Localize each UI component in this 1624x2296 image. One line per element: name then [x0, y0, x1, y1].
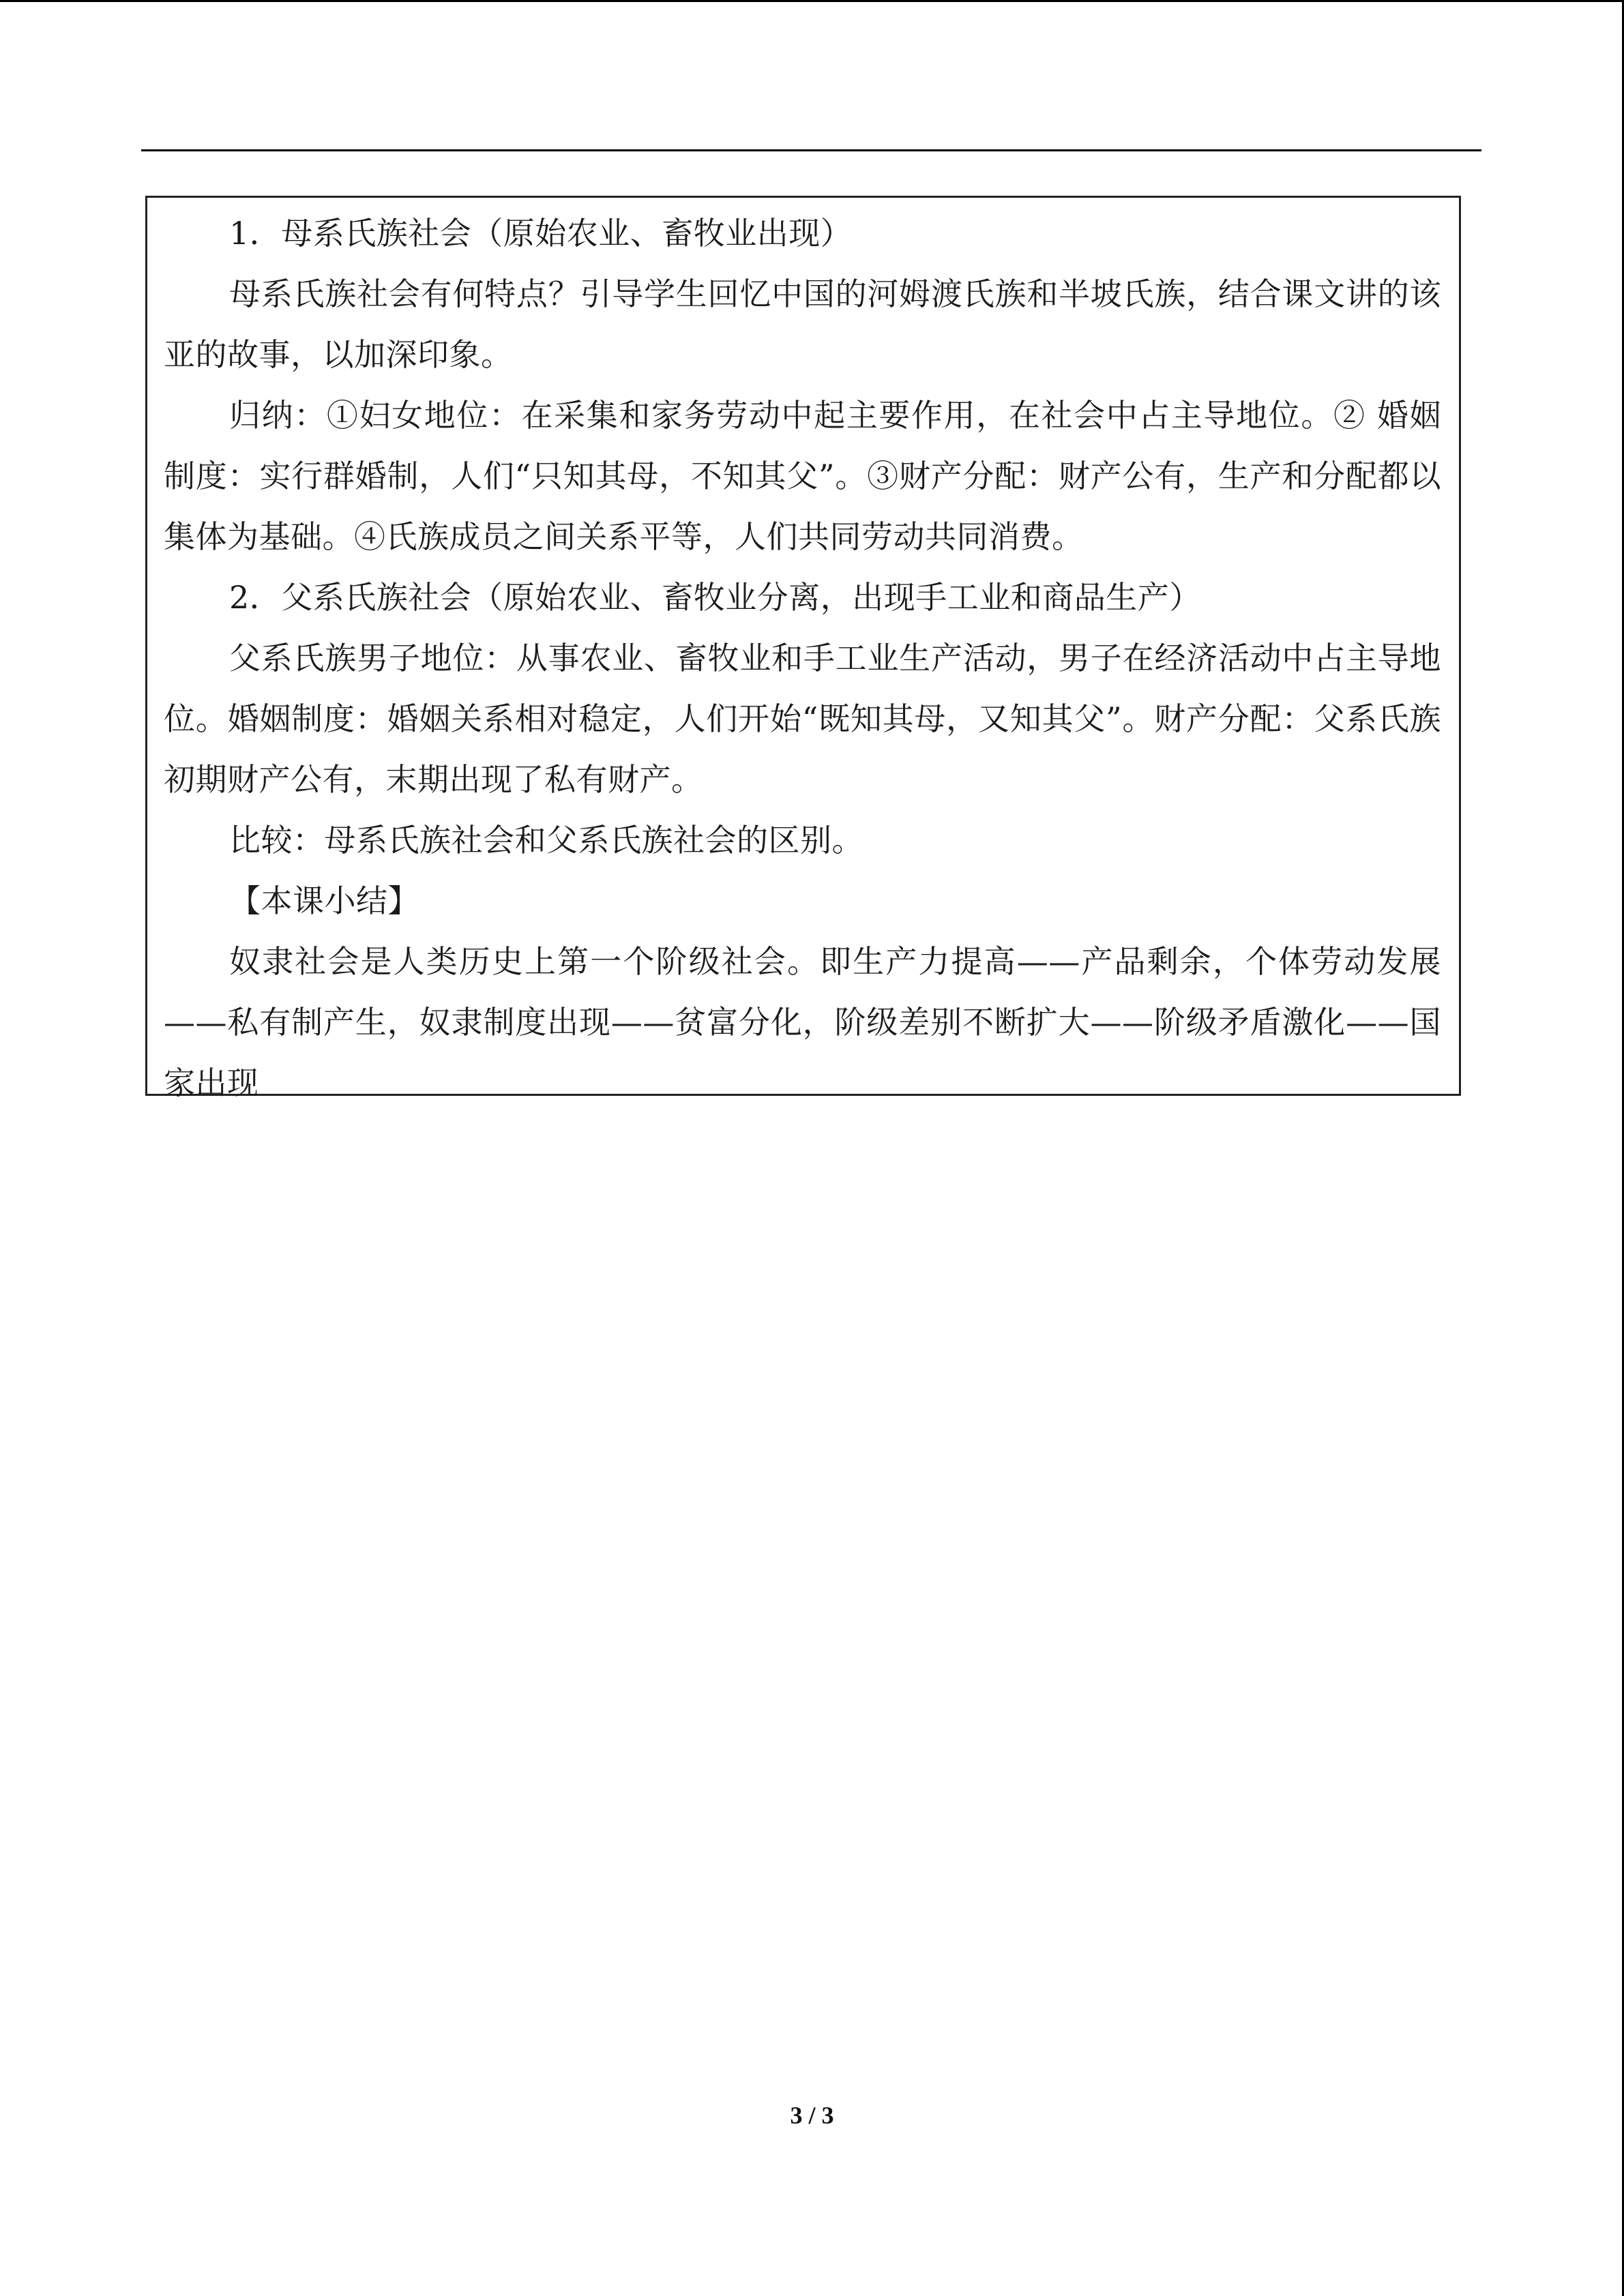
section-heading-patriarchal: 2．父系氏族社会（原始农业、畜牧业分离，出现手工业和商品生产） — [229, 579, 1201, 616]
paragraph-lesson-summary: 奴隶社会是人类历史上第一个阶级社会。即生产力提高——产品剩余，个体劳动发展——私有制产生，奴隶制度出现——贫富分化，阶级差别不断扩大——阶级矛盾激化——国家出现 — [164, 943, 1442, 1101]
paragraph-patriarchal-features: 父系氏族男子地位：从事农业、畜牧业和手工业生产活动，男子在经济活动中占主导地位。婚姻制度：婚姻关系相对稳定，人们开始“既知其母，又知其父”。财产分配：父系氏族初期财产公有，末期出现了私有财产。 — [164, 640, 1441, 798]
page-border-top — [0, 0, 1624, 2]
paragraph-matriarchal-summary: 归纳：①妇女地位：在采集和家务劳动中起主要作用，在社会中占主导地位。② 婚姻制度：实行群婚制，人们“只知其母，不知其父”。③财产分配：财产公有，生产和分配都以集体为基础。④氏族成员之间关系平等，人们共同劳动共同消费。 — [164, 397, 1441, 555]
section-heading-matriarchal: 1．母系氏族社会（原始农业、畜牧业出现） — [229, 215, 853, 252]
header-rule — [141, 149, 1481, 151]
paragraph-matriarchal-question: 母系氏族社会有何特点？引导学生回忆中国的河姆渡氏族和半坡氏族，结合课文讲的该亚的故事，以加深印象。 — [164, 275, 1441, 373]
page-number: 3 / 3 — [790, 2102, 834, 2129]
lesson-summary-heading: 【本课小结】 — [229, 882, 419, 919]
lesson-content-box — [145, 196, 1461, 1101]
paragraph-comparison: 比较：母系氏族社会和父系氏族社会的区别。 — [229, 822, 863, 859]
